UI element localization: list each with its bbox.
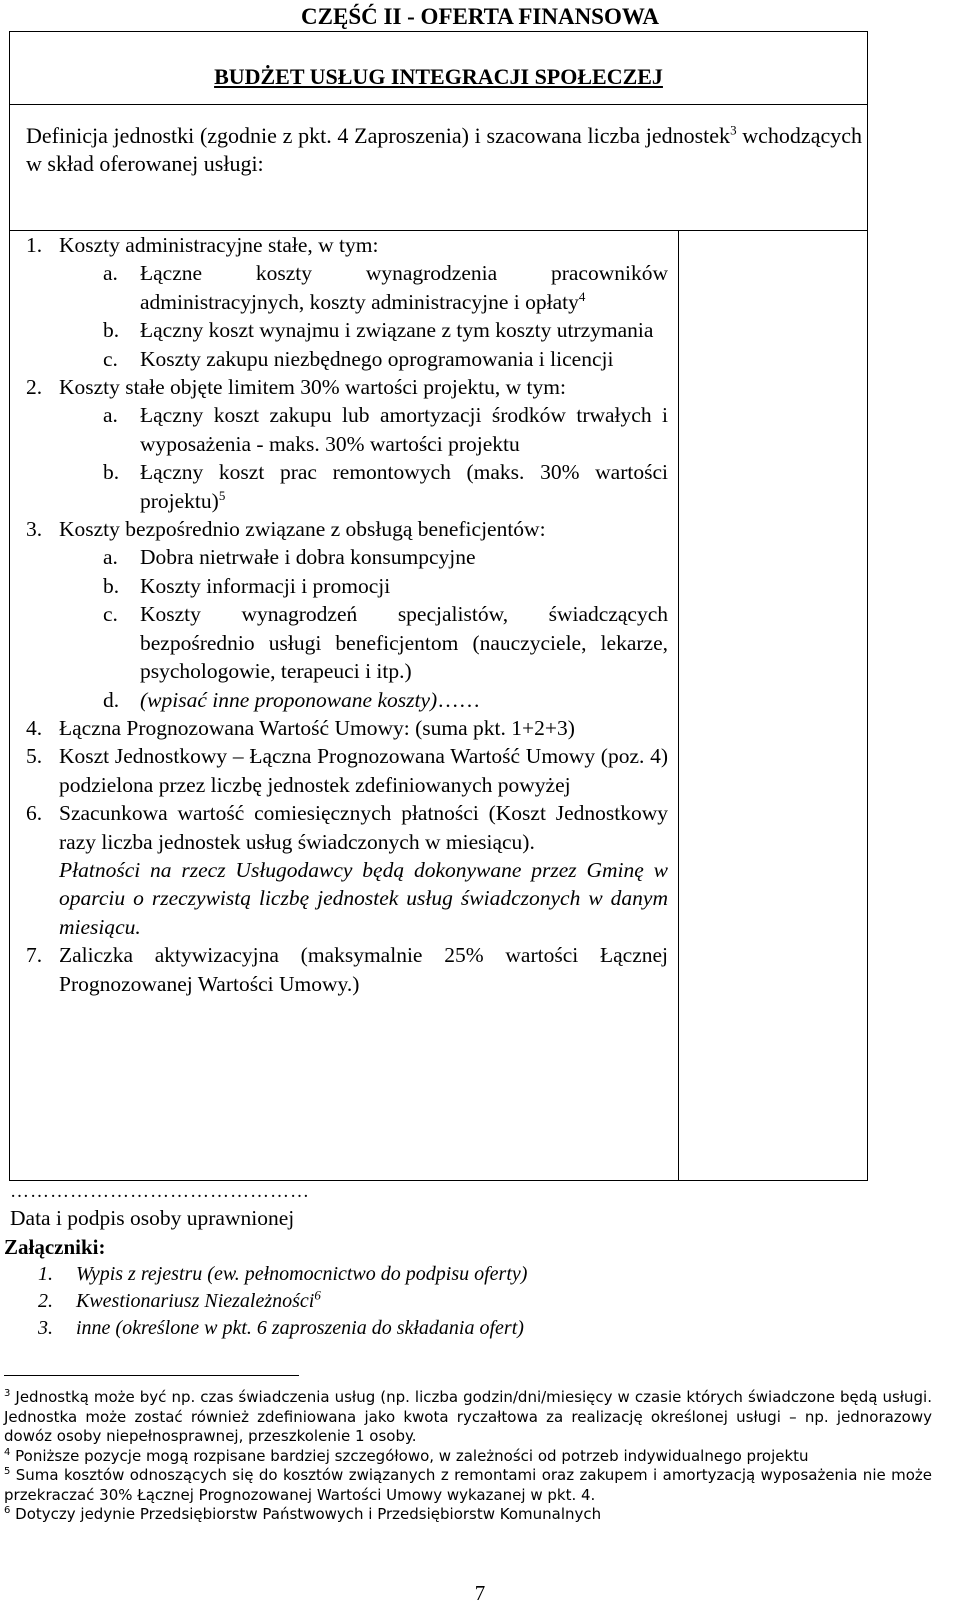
footnote-separator bbox=[4, 1375, 299, 1376]
item-5: 5. Koszt Jednostkowy – Łączna Prognozowana Wartość Umowy (poz. 4) podzielona przez liczbę jednostek zdefiniowanych powyżej bbox=[26, 744, 668, 797]
item-3a: a. Dobra nietrwałe i dobra konsumpcyjne bbox=[103, 545, 476, 570]
item-1a: a. Łączne koszty wynagrodzenia pracowników administracyjnych, koszty administracyjne i opłaty$^4$ bbox=[103, 261, 668, 314]
item-2b: b. Łączny koszt prac remontowych (maks. 30% wartości projektu)$^5$ bbox=[103, 460, 668, 513]
item-3d: d. (wpisać inne proponowane koszty)…… bbox=[103, 687, 481, 712]
item-3b: b. Koszty informacji i promocji bbox=[103, 573, 391, 598]
attachment-item: 3. inne (określone w pkt. 6 zaproszenia do składania ofert) bbox=[38, 1317, 524, 1339]
cost-items bbox=[26, 231, 668, 998]
column-divider bbox=[678, 230, 679, 1181]
attachments-list bbox=[38, 1261, 527, 1342]
item-3c: c. Koszty wynagrodzeń specjalistów, świadczących bezpośrednio usługi beneficjentom (nauczyciele, lekarze, psychologowie, terapeuci i itp.) bbox=[103, 602, 668, 684]
item-7: 7. Zaliczka aktywizacyjna (maksymalnie 25% wartości Łącznej Prognozowanej Wartości Umowy.) bbox=[26, 943, 668, 996]
footnote-4: $^4$ Poniższe pozycje mogą rozpisane bardziej szczegółowo, w zależności od potrzeb indywidualnego projektu bbox=[4, 1446, 809, 1465]
item-1b: b. Łączny koszt wynajmu i związane z tym koszty utrzymania bbox=[103, 318, 654, 343]
item-6: 6. Szacunkowa wartość comiesięcznych płatności (Koszt Jednostkowy razy liczba jednostek usług świadczonych w miesiącu). Płatności na rzecz Usługodawcy będą dokonywane przez Gminę w oparciu o rzeczywistą liczbę jednostek usług świadczonych w danym miesiącu. bbox=[26, 801, 668, 939]
signature-line: ……………………………………… bbox=[10, 1181, 310, 1202]
page-number: 7 bbox=[474, 1581, 486, 1605]
footnote-3: $^3$ Jednostką może być np. czas świadczenia usług (np. liczba godzin/dni/miesięcy w czasie których świadczone będą usługi. Jednostka może zostać również zdefiniowana jako kwota ryczałtowa za realizację określonej usługi – np. jednorazowy dowóz osoby niepełnosprawnej, przeszkolenie 1 osoby. bbox=[4, 1388, 932, 1445]
definition-text: Definicja jednostki (zgodnie z pkt. 4 Zaproszenia) i szacowana liczba jednostek$^3$ wchodzących w skład oferowanej usługi: bbox=[26, 122, 862, 176]
item-4: 4. Łączna Prognozowana Wartość Umowy: (suma pkt. 1+2+3) bbox=[26, 715, 575, 740]
signature-label: Data i podpis osoby uprawnionej bbox=[10, 1206, 295, 1230]
footnote-5: $^5$ Suma kosztów odnoszących się do kosztów związanych z remontami oraz zakupem i amortyzacją wyposażenia nie może przekraczać 30% Łącznej Prognozowanej Wartości Umowy wykazanej w pkt. 4. bbox=[4, 1466, 932, 1504]
item-3: 3. Koszty bezpośrednio związane z obsługą beneficjentów: bbox=[26, 517, 546, 542]
item-2: 2. Koszty stałe objęte limitem 30% wartości projektu, w tym: bbox=[26, 375, 566, 400]
item-6-note: Płatności na rzecz Usługodawcy będą dokonywane przez Gminę w oparciu o rzeczywistą liczbę jednostek usług świadczonych w danym miesiącu. bbox=[59, 857, 668, 939]
attachment-item: 2. Kwestionariusz Niezależności$^6$ bbox=[38, 1287, 321, 1312]
footnotes bbox=[4, 1388, 932, 1525]
budget-title-row bbox=[10, 32, 867, 105]
footnote-ref: 3 bbox=[730, 122, 737, 138]
footnote-6: $^6$ Dotyczy jedynie Przedsiębiorstw Państwowych i Przedsiębiorstw Komunalnych bbox=[4, 1505, 602, 1523]
budget-title: BUDŻET USŁUG INTEGRACJI SPOŁECZEJ bbox=[214, 64, 663, 89]
attachments-heading: Załączniki: bbox=[4, 1235, 106, 1259]
attachment-item: 1. Wypis z rejestru (ew. pełnomocnictwo do podpisu oferty) bbox=[38, 1263, 528, 1285]
part-title: CZĘŚĆ II - OFERTA FINANSOWA bbox=[301, 4, 659, 29]
definition-row bbox=[10, 104, 867, 231]
item-1: 1. Koszty administracyjne stałe, w tym: bbox=[26, 233, 379, 257]
item-1c: c. Koszty zakupu niezbędnego oprogramowania i licencji bbox=[103, 346, 614, 371]
budget-table bbox=[9, 31, 868, 1181]
item-2a: a. Łączny koszt zakupu lub amortyzacji środków trwałych i wyposażenia - maks. 30% wartości projektu bbox=[103, 403, 668, 456]
